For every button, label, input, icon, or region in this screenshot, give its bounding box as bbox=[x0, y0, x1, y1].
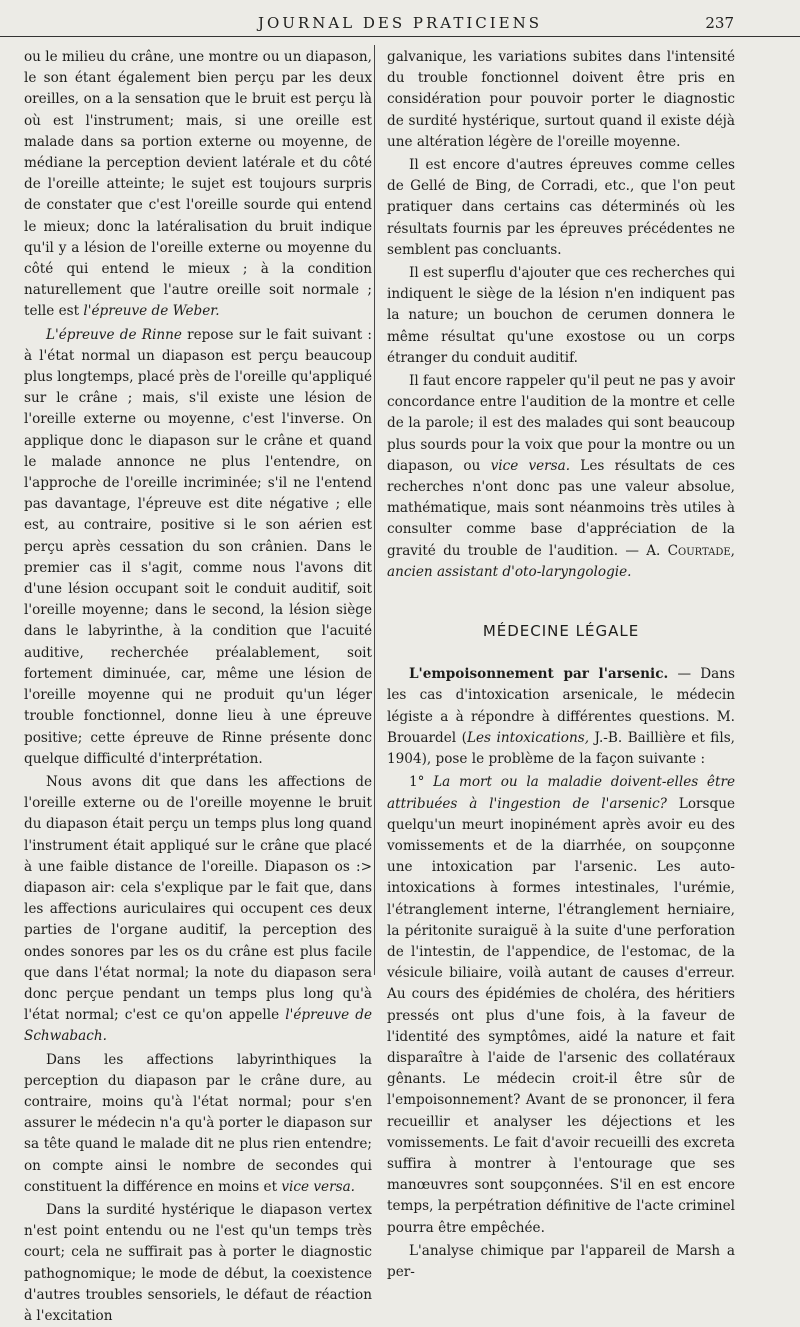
paragraph-schwabach: Nous avons dit que dans les affections de l'oreille externe ou de l'oreille moyenne le bruit du diapason était perçu un temps plus long quand l'instrument était appliqué sur le crâne que placé à une faible distance de l'oreille. Diapason os :> diapason air: cela s'explique par le fait que, dans les affections auriculaires qui occupent ces deux parties de l'organe auditif, la perception des ondes sonores par les os du crâne est plus facile que dans l'état normal; la note du diapason sera donc perçue pendant un temps plus long qu'à l'état normal; c'est ce qu'on appelle l'épreuve de Schwabach. bbox=[24, 773, 373, 1045]
paragraph-galvanic: galvanique, les variations subites dans l'intensité du trouble fonctionnel doivent être pris en considération pour pouvoir porter le diagnostic de surdité hystérique, surtout quand il existe déjà une altération légère de l'oreille moyenne. bbox=[387, 49, 735, 150]
author-name: Courtade, bbox=[667, 542, 735, 559]
paragraph-marsh: L'analyse chimique par l'appareil de Marsh a per- bbox=[387, 1242, 735, 1280]
article-title: L'empoisonnement par l'arsenic. bbox=[409, 666, 669, 683]
journal-title: JOURNAL DES PRATICIENS bbox=[257, 14, 543, 32]
right-column bbox=[387, 47, 735, 1283]
paragraph-concordance: Il faut encore rappeler qu'il peut ne pas y avoir concordance entre l'audition de la montre et celle de la parole; il est des malades qui sont beaucoup plus sourds pour la voix que pour la montre ou un diapason, ou vice versa. Les résultats de ces recherches n'ont donc pas une valeur absolue, mathématique, mais sont néanmoins très utiles à consulter comme base d'appréciation de la gravité du trouble de l'audition. — A. Courtade, ancien assistant d'oto-laryngologie. bbox=[387, 373, 735, 580]
paragraph-rinne: L'épreuve de Rinne repose sur le fait suivant : à l'état normal un diapason est perçu beaucoup plus longtemps, placé près de l'oreille qu'appliqué sur le crâne ; mais, s'il existe une lésion de l'oreille externe ou moyenne, c'est l'inverse. On applique donc le diapason sur le crâne et quand le malade annonce ne plus l'entendre, on l'approche de l'oreille incriminée; s'il ne l'entend pas davantage, l'épreuve est dite négative ; elle est, au contraire, positive si le son aérien est perçu après cessation du son crânien. Dans le premier cas il s'agit, comme nous l'avons dit d'une lésion occupant soit le conduit auditif, soit l'oreille moyenne; dans le second, la lésion siège dans le labyrinthe, à la condition que l'acuité auditive, recherchée préalablement, soit fortement diminuée, car, même une lésion de l'oreille moyenne qui ne produit qu'un léger trouble fonctionnel, donne lieu à une épreuve positive; cette épreuve de Rinne présente donc quelque difficulté d'interprétation. bbox=[24, 326, 373, 767]
paragraph-nature: Il est superflu d'ajouter que ces recherches qui indiquent le siège de la lésion n'en indiquent pas la nature; un bouchon de cerumen donnera le même résultat qu'une exostose ou un corps étranger du conduit auditif. bbox=[387, 265, 735, 366]
paragraph-weber: ou le milieu du crâne, une montre ou un diapason, le son étant également bien perçu par les deux oreilles, on a la sensation que le bruit est perçu là où est l'instrument; mais, si une oreille est malade dans sa portion externe ou moyenne, de médiane la perception devient latérale et du côté de l'oreille atteinte; le sujet est toujours surpris de constater que c'est l'oreille sourde qui entend le mieux; donc la latéralisation du bruit indique qu'il y a lésion de l'oreille externe ou moyenne du côté qui entend le mieux ; à la condition naturellement que l'autre oreille soit normale ; telle est l'épreuve de Weber. bbox=[24, 49, 372, 320]
paragraph-other-tests: Il est encore d'autres épreuves comme celles de Gellé de Bing, de Corradi, etc., que l'on peut pratiquer dans certains cas déterminés où les résultats fournis par les épreuves précédentes ne semblent pas concluants. bbox=[387, 157, 735, 258]
page-number: 237 bbox=[705, 14, 734, 32]
paragraph-arsenic-intro: L'empoisonnement par l'arsenic. — Dans les cas d'intoxication arsenicale, le médecin légiste a à répondre à différentes questions. M. Brouardel (Les intoxications, J.-B. Baillière et fils, 1904), pose le problème de la façon suivante : bbox=[387, 666, 736, 768]
column-divider bbox=[374, 45, 375, 975]
section-title: MÉDECINE LÉGALE bbox=[482, 622, 640, 641]
left-column bbox=[24, 47, 372, 1327]
running-header bbox=[0, 12, 800, 37]
paragraph-hysteria: Dans la surdité hystérique le diapason vertex n'est point entendu ou ne l'est qu'un temps très court; cela ne suffirait pas à porter le diagnostic pathognomique; le mode de début, la coexistence d'autres troubles sensoriels, le défaut de réaction à l'excitation bbox=[24, 1201, 372, 1324]
paragraph-labyrinth: Dans les affections labyrinthiques la perception du diapason par le crâne dure, au contraire, moins qu'à l'état normal; pour s'en assurer le médecin n'a qu'à porter le diapason sur sa tête quand le malade dit ne plus rien entendre; on compte ainsi le nombre de secondes qui constituent la différence en moins et vice versa. bbox=[24, 1051, 372, 1195]
paragraph-question-1: 1° La mort ou la maladie doivent-elles être attribuées à l'ingestion de l'arsenic? Lorsque quelqu'un meurt inopinément après avoir eu des vomissements et de la diarrhée, on soupçonne une intoxication par l'arsenic. Les auto-intoxications à formes intestinales, l'urémie, l'étranglement interne, l'étranglement herniaire, la péritonite suraiguë à la suite d'une perforation de l'intestin, de l'appendice, de l'estomac, de la vésicule biliaire, voilà autant de causes d'erreur. Au cours des épidémies de choléra, des héritiers pressés ont plus d'une fois, à la faveur de l'identité des symptômes, aidé la nature et fait disparaître à l'aide de l'arsenic des collatéraux gênants. Le médecin croit-il être sûr de l'empoisonnement? Avant de se prononcer, il fera recueillir et analyser les déjections et les vomissements. Le fait d'avoir recueilli des excreta suffira à montrer à l'entourage que ses manœuvres sont soupçonnées. S'il en est encore temps, la perpétration définitive de l'acte criminel pourra être empêchée. bbox=[387, 774, 735, 1236]
